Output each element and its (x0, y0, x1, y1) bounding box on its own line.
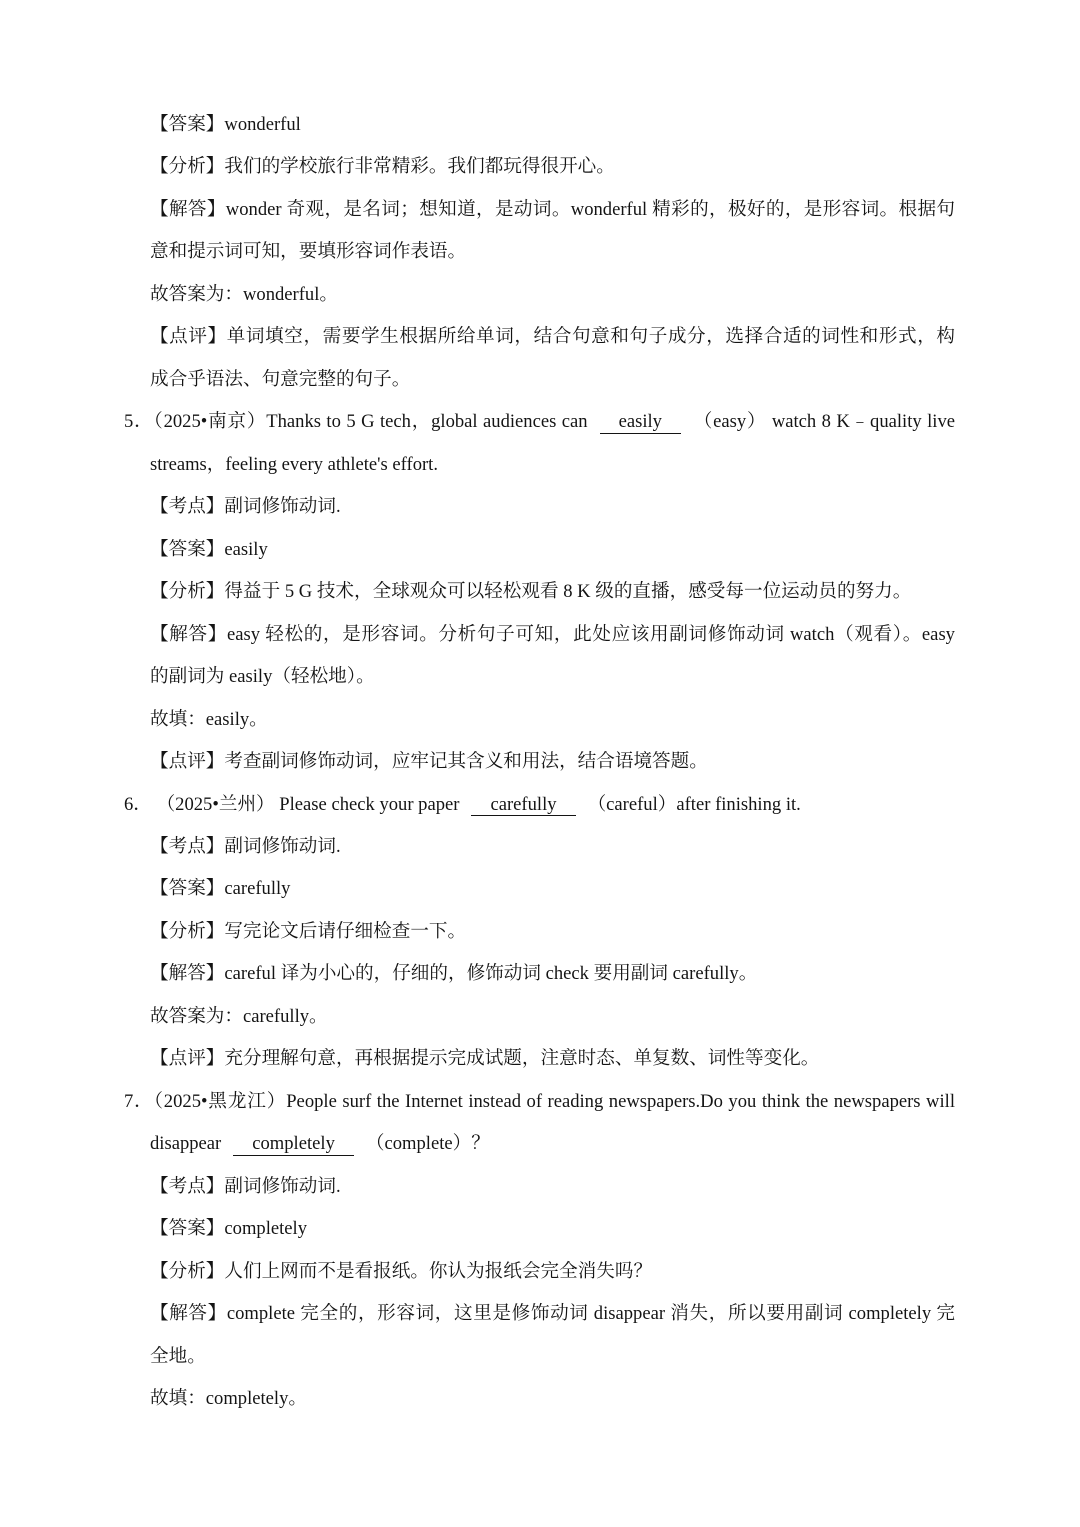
comment-line (0, 741, 955, 783)
question-stem-after: ？ (471, 1133, 490, 1155)
answer-label: 【答案】 (150, 878, 225, 900)
answer-label: 【答案】 (150, 1218, 225, 1240)
question-source: （2025•南京） (153, 411, 267, 433)
question-stem-line1: People surf the Internet instead of reading newspapers.Do you think the newspapers will (286, 1090, 955, 1112)
answer-label: 【答案】 (150, 538, 225, 560)
solution-line (0, 1293, 955, 1335)
conclusion-line: 故答案为：wonderful。 (150, 283, 338, 305)
solution-text: wonder 奇观，是名词；想知道，是动词。wonderful 精彩的，极好的，是形容词。根据句 (225, 198, 955, 220)
answer-blank: completely (233, 1135, 354, 1156)
analysis-label: 【分析】 (150, 156, 225, 178)
answer-blank: easily (600, 413, 681, 434)
answer-text: easily (224, 538, 268, 560)
comment-label: 【点评】 (150, 1048, 225, 1070)
answer-blank: carefully (471, 796, 575, 817)
comment-text: 单词填空，需要学生根据所给单词，结合句意和句子成分，选择合适的词性和形式，构 (226, 326, 955, 348)
point-label: 【考点】 (150, 496, 225, 518)
question-7-stem (0, 1081, 955, 1123)
answer-text: completely (224, 1218, 308, 1240)
question-5-stem-continued: streams，feeling every athlete's effort. (150, 453, 438, 475)
point-line (0, 826, 955, 868)
comment-text: 考查副词修饰动词，应牢记其含义和用法，结合语境答题。 (224, 751, 708, 773)
solution-text: careful 译为小心的，仔细的，修饰动词 check 要用副词 carefully。 (224, 963, 758, 985)
point-text: 副词修饰动词. (224, 1175, 341, 1197)
comment-line (0, 1038, 955, 1080)
document-content (0, 104, 1080, 1421)
answer-line (0, 868, 955, 910)
comment-text: 充分理解句意，再根据提示完成试题，注意时态、单复数、词性等变化。 (224, 1048, 820, 1070)
solution-line (0, 953, 955, 995)
solution-label: 【解答】 (150, 963, 225, 985)
solution-text: easy 轻松的，是形容词。分析句子可知，此处应该用副词修饰动词 watch（观看）。easy (226, 623, 955, 645)
solution-label: 【解答】 (150, 198, 226, 220)
comment-label: 【点评】 (150, 326, 227, 348)
solution-line-continued: 意和提示词可知，要填形容词作表语。 (150, 241, 467, 263)
analysis-text: 我们的学校旅行非常精彩。我们都玩得很开心。 (224, 156, 615, 178)
analysis-text: 得益于 5 G 技术，全球观众可以轻松观看 8 K 级的直播，感受每一位运动员的努力。 (224, 581, 912, 603)
word-hint: （careful） (587, 793, 677, 815)
analysis-line (0, 1251, 955, 1293)
point-text: 副词修饰动词. (224, 496, 341, 518)
answer-label: 【答案】 (150, 114, 225, 135)
conclusion-line: 故答案为：carefully。 (150, 1005, 328, 1027)
answer-line (0, 104, 955, 146)
comment-label: 【点评】 (150, 751, 225, 773)
question-source: （2025•兰州） (156, 793, 275, 815)
question-5-stem (0, 401, 955, 443)
comment-line-continued: 成合乎语法、句意完整的句子。 (150, 368, 411, 390)
answer-text: carefully (224, 878, 291, 900)
solution-label: 【解答】 (150, 623, 227, 645)
solution-line-continued: 全地。 (150, 1345, 206, 1367)
solution-line (0, 614, 955, 656)
point-label: 【考点】 (150, 1175, 225, 1197)
word-hint: （complete） (365, 1133, 472, 1155)
question-stem-before: Thanks to 5 G tech，global audiences can (266, 411, 588, 433)
question-number: 5． (124, 411, 154, 433)
question-number: 6． (124, 793, 152, 815)
point-label: 【考点】 (150, 835, 225, 857)
analysis-line (0, 571, 955, 613)
answer-line (0, 1208, 955, 1250)
solution-text: complete 完全的，形容词，这里是修饰动词 disappear 消失，所以要用副词 completely 完 (226, 1303, 955, 1325)
question-7-stem-continued (0, 1123, 955, 1165)
conclusion-line: 故填：completely。 (150, 1388, 307, 1410)
analysis-text: 人们上网而不是看报纸。你认为报纸会完全消失吗？ (224, 1260, 653, 1282)
analysis-line (0, 146, 955, 188)
analysis-text: 写完论文后请仔细检查一下。 (224, 920, 467, 942)
question-stem-before: disappear (150, 1133, 222, 1155)
comment-line (0, 316, 955, 358)
answer-text: wonderful (224, 114, 301, 135)
question-stem-before: Please check your paper (279, 793, 460, 815)
question-6-stem (0, 784, 955, 826)
point-line (0, 1166, 955, 1208)
answer-line (0, 529, 955, 571)
solution-label: 【解答】 (150, 1303, 227, 1325)
conclusion-line: 故填：easily。 (150, 708, 268, 730)
point-text: 副词修饰动词. (224, 835, 341, 857)
analysis-label: 【分析】 (150, 1260, 225, 1282)
question-stem-after: after finishing it. (676, 793, 801, 815)
analysis-label: 【分析】 (150, 581, 225, 603)
question-number: 7． (124, 1090, 154, 1112)
question-stem-after: watch 8 K﹣quality live (771, 411, 955, 433)
solution-line-continued: 的副词为 easily（轻松地）。 (150, 666, 375, 688)
analysis-line (0, 911, 955, 953)
point-line (0, 486, 955, 528)
word-hint: （easy） (692, 411, 767, 433)
solution-line (0, 189, 955, 231)
analysis-label: 【分析】 (150, 920, 225, 942)
question-source: （2025•黑龙江） (153, 1090, 287, 1112)
